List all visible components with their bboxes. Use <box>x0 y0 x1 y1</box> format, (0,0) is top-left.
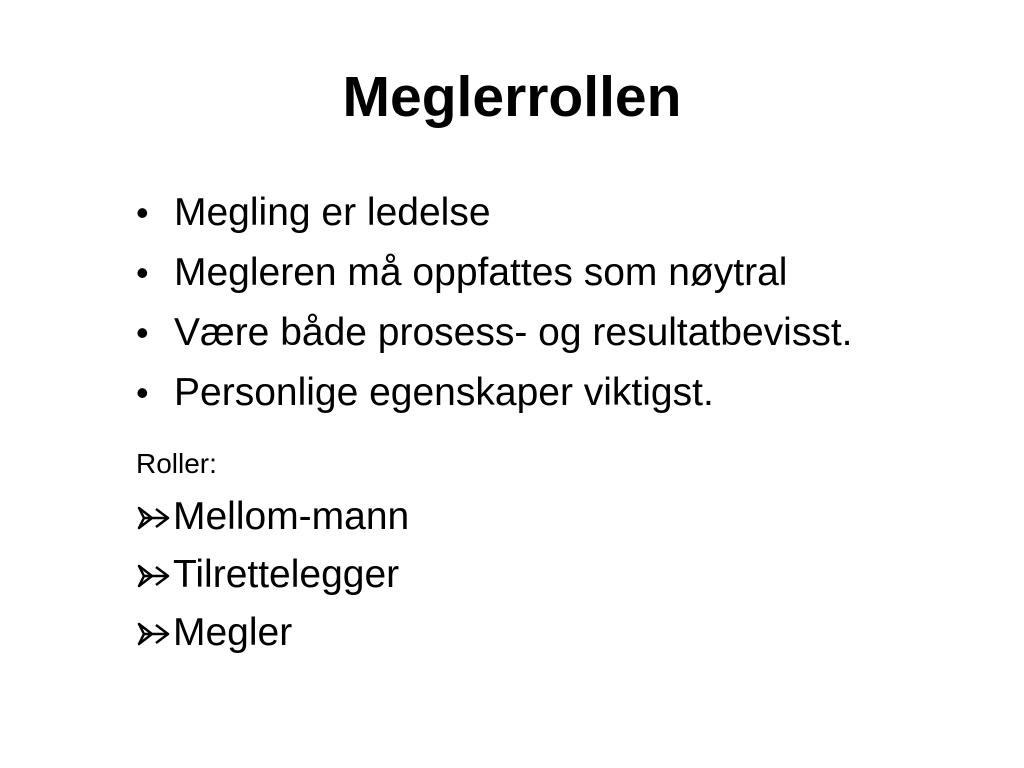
bullet-dot-icon: • <box>136 372 149 413</box>
role-text: Mellom-mann <box>173 495 410 538</box>
arrow-bullet-icon <box>136 621 170 647</box>
bullet-dot-icon: • <box>136 192 149 233</box>
slide-title: Meglerrollen <box>342 65 682 129</box>
bullet-text: Være både prosess- og resultatbevisst. <box>174 311 853 354</box>
bullet-text: Personlige egenskaper viktigst. <box>174 371 714 414</box>
bullet-dot-icon: • <box>136 252 149 293</box>
role-text: Tilrettelegger <box>173 553 400 596</box>
arrow-bullet-icon <box>136 563 170 589</box>
roles-label: Roller: <box>136 448 217 479</box>
bullet-dot-icon: • <box>136 312 149 353</box>
bullet-text: Megleren må oppfattes som nøytral <box>174 251 788 294</box>
bullet-text: Megling er ledelse <box>174 191 491 234</box>
arrow-bullet-icon <box>136 505 170 531</box>
role-text: Megler <box>173 611 293 654</box>
